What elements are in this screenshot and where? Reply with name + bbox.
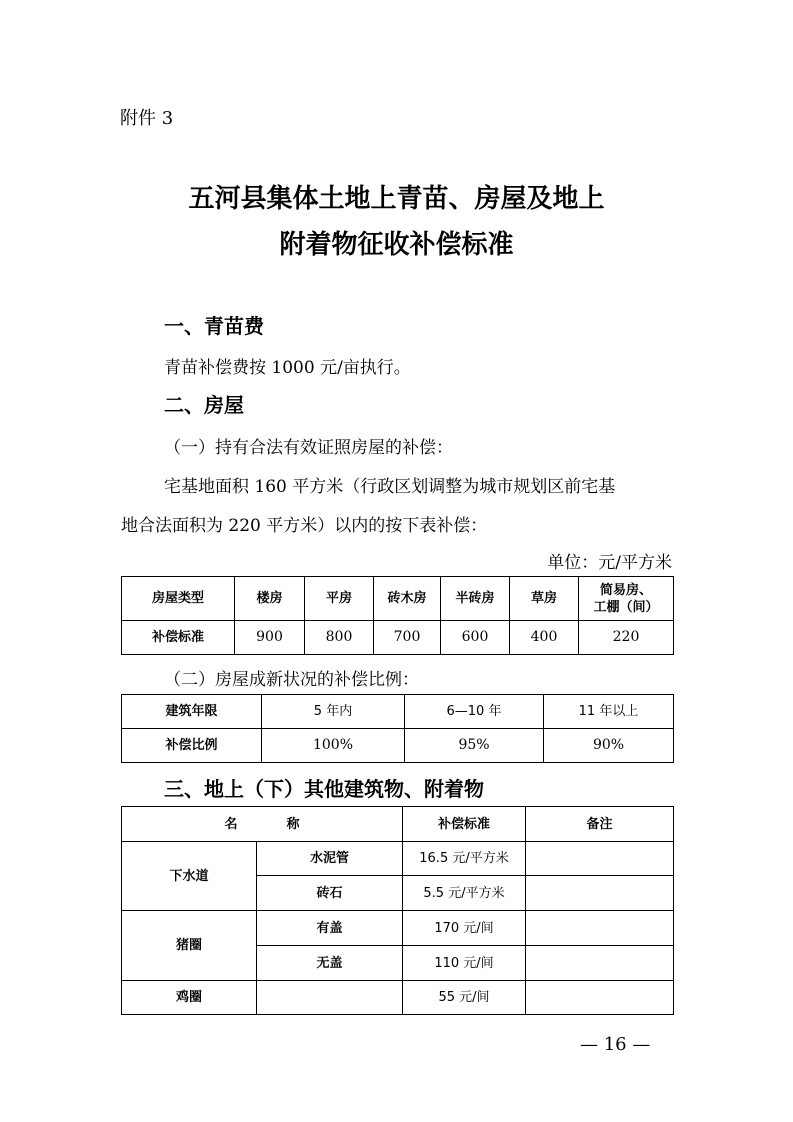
housing-compensation-table bbox=[121, 576, 674, 655]
housing-type: 草房 bbox=[510, 577, 579, 621]
housing-type: 平房 bbox=[305, 577, 374, 621]
structures-compensation-table bbox=[121, 806, 674, 1015]
compensation-value: 700 bbox=[374, 621, 441, 655]
item-cell: 有盖 bbox=[257, 911, 403, 946]
standard-cell: 55 元/间 bbox=[403, 981, 526, 1015]
housing-type-simple bbox=[579, 577, 674, 621]
standard-cell: 5.5 元/平方米 bbox=[403, 876, 526, 911]
category-cell: 猪圈 bbox=[122, 911, 257, 981]
item-cell bbox=[257, 981, 403, 1015]
standard-cell: 16.5 元/平方米 bbox=[403, 842, 526, 876]
compensation-ratio: 100% bbox=[262, 729, 405, 763]
depreciation-ratio-table bbox=[121, 694, 674, 763]
housing-type: 砖木房 bbox=[374, 577, 441, 621]
note-cell bbox=[526, 911, 674, 946]
category-cell: 下水道 bbox=[122, 842, 257, 911]
name-header-char-1: 名 bbox=[224, 816, 238, 832]
category-cell: 鸡圈 bbox=[122, 981, 257, 1015]
housing-type: 半砖房 bbox=[441, 577, 510, 621]
building-age-period: 5 年内 bbox=[262, 695, 405, 729]
compensation-value: 220 bbox=[579, 621, 674, 655]
document-title-line-1: 五河县集体土地上青苗、房屋及地上 bbox=[188, 184, 605, 214]
building-age-period: 11 年以上 bbox=[544, 695, 674, 729]
compensation-ratio: 95% bbox=[405, 729, 544, 763]
standard-cell: 110 元/间 bbox=[403, 946, 526, 981]
note-cell bbox=[526, 842, 674, 876]
section-2-subheading-1: （一）持有合法有效证照房屋的补偿： bbox=[164, 438, 453, 458]
page-number: — 16 — bbox=[580, 1034, 651, 1055]
document-title-line-2: 附着物征收补偿标准 bbox=[279, 230, 514, 260]
section-2-subheading-2: （二）房屋成新状况的补偿比例： bbox=[164, 670, 419, 690]
unit-label: 单位：元/平方米 bbox=[547, 553, 672, 573]
note-cell bbox=[526, 981, 674, 1015]
name-header-char-2: 称 bbox=[286, 816, 300, 832]
building-age-period: 6—10 年 bbox=[405, 695, 544, 729]
compensation-value: 600 bbox=[441, 621, 510, 655]
section-1-text: 青苗补偿费按 1000 元/亩执行。 bbox=[164, 358, 411, 378]
section-2-paragraph-line-1: 宅基地面积 160 平方米（行政区划调整为城市规划区前宅基 bbox=[164, 477, 616, 497]
compensation-standard-label: 补偿标准 bbox=[122, 621, 235, 655]
compensation-value: 900 bbox=[235, 621, 305, 655]
compensation-ratio: 90% bbox=[544, 729, 674, 763]
standard-cell: 170 元/间 bbox=[403, 911, 526, 946]
name-header bbox=[122, 807, 403, 842]
compensation-value: 800 bbox=[305, 621, 374, 655]
housing-type-simple-line-1: 简易房、 bbox=[599, 582, 652, 598]
standard-header: 补偿标准 bbox=[403, 807, 526, 842]
item-cell: 水泥管 bbox=[257, 842, 403, 876]
section-3-heading: 三、地上（下）其他建筑物、附着物 bbox=[164, 777, 484, 801]
attachment-label: 附件 3 bbox=[120, 108, 174, 129]
compensation-ratio-label: 补偿比例 bbox=[122, 729, 262, 763]
compensation-value: 400 bbox=[510, 621, 579, 655]
note-cell bbox=[526, 876, 674, 911]
item-cell: 无盖 bbox=[257, 946, 403, 981]
section-1-heading: 一、青苗费 bbox=[164, 314, 264, 338]
item-cell: 砖石 bbox=[257, 876, 403, 911]
housing-type: 楼房 bbox=[235, 577, 305, 621]
building-age-header: 建筑年限 bbox=[122, 695, 262, 729]
housing-type-simple-line-2: 工棚（间） bbox=[593, 599, 659, 615]
housing-type-header: 房屋类型 bbox=[122, 577, 235, 621]
note-header: 备注 bbox=[526, 807, 674, 842]
section-2-heading: 二、房屋 bbox=[164, 393, 244, 417]
section-2-paragraph-line-2: 地合法面积为 220 平方米）以内的按下表补偿： bbox=[121, 516, 488, 536]
note-cell bbox=[526, 946, 674, 981]
